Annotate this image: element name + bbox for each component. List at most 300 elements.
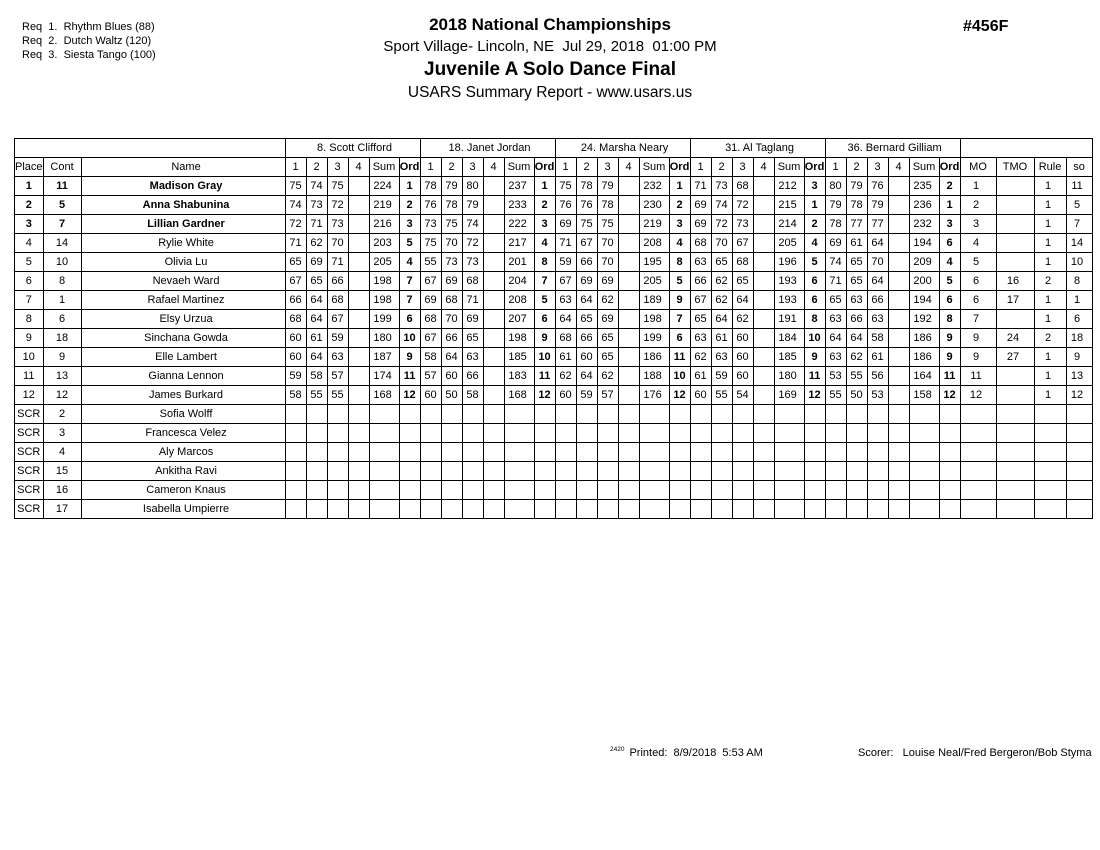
- score-cell: 63: [690, 253, 711, 272]
- score-cell: [420, 500, 441, 519]
- score-cell: [483, 386, 504, 405]
- rule-cell: [1034, 443, 1066, 462]
- score-cell: [753, 348, 774, 367]
- score-cell: [348, 329, 369, 348]
- col-header-ord: Ord: [939, 158, 960, 177]
- ordinal-cell: 4: [669, 234, 690, 253]
- col-header-tmo: TMO: [996, 158, 1034, 177]
- score-cell: [618, 310, 639, 329]
- sum-cell: 185: [774, 348, 804, 367]
- ordinal-cell: 5: [804, 253, 825, 272]
- score-cell: [597, 500, 618, 519]
- sum-cell: 222: [504, 215, 534, 234]
- score-cell: 62: [597, 291, 618, 310]
- sum-cell: [369, 424, 399, 443]
- score-cell: [753, 443, 774, 462]
- score-cell: 66: [867, 291, 888, 310]
- score-cell: 69: [306, 253, 327, 272]
- score-cell: 62: [732, 310, 753, 329]
- tmo-cell: 27: [996, 348, 1034, 367]
- score-cell: [846, 405, 867, 424]
- col-header-score: 3: [462, 158, 483, 177]
- score-cell: 79: [462, 196, 483, 215]
- score-cell: 69: [690, 215, 711, 234]
- printed-line: [610, 747, 763, 759]
- score-cell: 69: [462, 310, 483, 329]
- contestant-number-cell: 16: [43, 481, 81, 500]
- score-cell: 64: [441, 348, 462, 367]
- mo-cell: 7: [960, 310, 996, 329]
- col-header-sum: Sum: [639, 158, 669, 177]
- score-cell: [555, 443, 576, 462]
- place-cell: 5: [15, 253, 44, 272]
- so-cell: 12: [1066, 386, 1092, 405]
- sum-cell: [774, 462, 804, 481]
- sum-cell: [909, 462, 939, 481]
- ordinal-cell: 3: [534, 215, 555, 234]
- col-header-score: 1: [285, 158, 306, 177]
- score-cell: [618, 329, 639, 348]
- place-cell: SCR: [15, 405, 44, 424]
- contestant-number-cell: 9: [43, 348, 81, 367]
- score-cell: [348, 177, 369, 196]
- ordinal-cell: [399, 481, 420, 500]
- sum-cell: 193: [774, 272, 804, 291]
- place-cell: 4: [15, 234, 44, 253]
- score-cell: 64: [825, 329, 846, 348]
- place-cell: SCR: [15, 443, 44, 462]
- mo-cell: [960, 481, 996, 500]
- ordinal-cell: 10: [804, 329, 825, 348]
- score-cell: 74: [825, 253, 846, 272]
- score-cell: 59: [327, 329, 348, 348]
- ordinal-cell: 11: [939, 367, 960, 386]
- score-cell: [597, 405, 618, 424]
- event-title: Juvenile A Solo Dance Final: [424, 59, 676, 80]
- skater-name-cell: Ankitha Ravi: [81, 462, 285, 481]
- score-cell: [753, 272, 774, 291]
- col-header-score: 1: [825, 158, 846, 177]
- score-cell: [462, 462, 483, 481]
- score-cell: 60: [690, 386, 711, 405]
- contestant-number-cell: 10: [43, 253, 81, 272]
- sum-cell: 168: [369, 386, 399, 405]
- score-cell: 61: [867, 348, 888, 367]
- score-cell: [306, 424, 327, 443]
- ordinal-cell: 3: [399, 215, 420, 234]
- score-cell: 78: [441, 196, 462, 215]
- sum-cell: 158: [909, 386, 939, 405]
- ordinal-cell: [534, 443, 555, 462]
- tmo-cell: [996, 367, 1034, 386]
- sum-cell: [504, 462, 534, 481]
- score-cell: 73: [441, 253, 462, 272]
- col-header-score: 3: [327, 158, 348, 177]
- score-cell: 66: [846, 310, 867, 329]
- score-cell: [462, 405, 483, 424]
- score-cell: 71: [825, 272, 846, 291]
- sum-cell: 230: [639, 196, 669, 215]
- col-header-sum: Sum: [504, 158, 534, 177]
- score-cell: 63: [825, 348, 846, 367]
- sum-cell: 193: [774, 291, 804, 310]
- championship-title: 2018 National Championships: [429, 15, 671, 34]
- score-cell: [348, 462, 369, 481]
- rule-cell: 1: [1034, 253, 1066, 272]
- rule-cell: [1034, 481, 1066, 500]
- sum-cell: [504, 500, 534, 519]
- sum-cell: 164: [909, 367, 939, 386]
- score-cell: [483, 424, 504, 443]
- sum-cell: 205: [774, 234, 804, 253]
- printed-label: Printed: 8/9/2018 5:53 AM: [629, 747, 763, 759]
- score-cell: 78: [597, 196, 618, 215]
- skater-name-cell: Sofia Wolff: [81, 405, 285, 424]
- score-cell: [285, 405, 306, 424]
- score-cell: [483, 462, 504, 481]
- score-cell: 70: [327, 234, 348, 253]
- score-cell: [753, 215, 774, 234]
- col-header-score: 4: [483, 158, 504, 177]
- sum-cell: 189: [639, 291, 669, 310]
- sum-cell: 176: [639, 386, 669, 405]
- sum-cell: 214: [774, 215, 804, 234]
- score-cell: 62: [597, 367, 618, 386]
- contestant-number-cell: 2: [43, 405, 81, 424]
- col-header-name: Name: [81, 158, 285, 177]
- score-cell: [618, 348, 639, 367]
- sum-cell: [909, 500, 939, 519]
- score-cell: [306, 462, 327, 481]
- sum-cell: 235: [909, 177, 939, 196]
- ordinal-cell: 1: [399, 177, 420, 196]
- skater-name-cell: Isabella Umpierre: [81, 500, 285, 519]
- score-cell: 76: [867, 177, 888, 196]
- score-cell: 62: [690, 348, 711, 367]
- ordinal-cell: 9: [669, 291, 690, 310]
- ordinal-cell: [534, 405, 555, 424]
- score-cell: 65: [462, 329, 483, 348]
- score-cell: [576, 424, 597, 443]
- score-cell: [711, 424, 732, 443]
- score-cell: 55: [420, 253, 441, 272]
- score-cell: [888, 367, 909, 386]
- skater-name-cell: Sinchana Gowda: [81, 329, 285, 348]
- ordinal-cell: 8: [669, 253, 690, 272]
- score-cell: [597, 462, 618, 481]
- score-cell: [753, 196, 774, 215]
- judge-name: 31. Al Taglang: [690, 139, 825, 158]
- ordinal-cell: 7: [534, 272, 555, 291]
- score-cell: [825, 500, 846, 519]
- score-cell: [348, 367, 369, 386]
- ordinal-cell: [399, 462, 420, 481]
- score-cell: 62: [306, 234, 327, 253]
- score-cell: 68: [327, 291, 348, 310]
- sum-cell: [774, 405, 804, 424]
- score-cell: [753, 386, 774, 405]
- sum-cell: [909, 405, 939, 424]
- score-cell: 62: [846, 348, 867, 367]
- score-cell: [420, 481, 441, 500]
- score-cell: 60: [732, 329, 753, 348]
- score-cell: 64: [576, 367, 597, 386]
- score-cell: [441, 500, 462, 519]
- sum-cell: 188: [639, 367, 669, 386]
- score-cell: 71: [306, 215, 327, 234]
- score-cell: 53: [867, 386, 888, 405]
- score-cell: [753, 367, 774, 386]
- tmo-cell: [996, 310, 1034, 329]
- score-cell: 79: [825, 196, 846, 215]
- ordinal-cell: 6: [804, 272, 825, 291]
- score-cell: [846, 424, 867, 443]
- col-header-score: 2: [846, 158, 867, 177]
- score-cell: [441, 462, 462, 481]
- score-cell: [867, 462, 888, 481]
- score-cell: [888, 291, 909, 310]
- score-cell: 54: [732, 386, 753, 405]
- tmo-cell: [996, 462, 1034, 481]
- skater-name-cell: Madison Gray: [81, 177, 285, 196]
- sum-cell: [774, 500, 804, 519]
- score-cell: 73: [711, 177, 732, 196]
- mo-cell: 1: [960, 177, 996, 196]
- col-header-so: so: [1066, 158, 1092, 177]
- score-cell: 65: [846, 272, 867, 291]
- score-cell: [327, 443, 348, 462]
- score-cell: [285, 443, 306, 462]
- sum-cell: 198: [504, 329, 534, 348]
- tmo-cell: [996, 405, 1034, 424]
- score-cell: 64: [867, 234, 888, 253]
- score-cell: 62: [711, 291, 732, 310]
- score-cell: [753, 310, 774, 329]
- score-cell: [597, 481, 618, 500]
- score-cell: [825, 443, 846, 462]
- score-cell: 55: [327, 386, 348, 405]
- ordinal-cell: 6: [939, 234, 960, 253]
- score-cell: [483, 177, 504, 196]
- score-cell: 72: [462, 234, 483, 253]
- ordinal-cell: [804, 424, 825, 443]
- score-cell: [483, 196, 504, 215]
- ordinal-cell: 4: [939, 253, 960, 272]
- sum-cell: [369, 500, 399, 519]
- score-cell: 63: [846, 291, 867, 310]
- score-cell: [483, 291, 504, 310]
- sum-cell: 232: [639, 177, 669, 196]
- score-cell: [420, 462, 441, 481]
- score-cell: [348, 291, 369, 310]
- score-cell: 78: [846, 196, 867, 215]
- place-cell: 8: [15, 310, 44, 329]
- score-cell: [618, 367, 639, 386]
- ordinal-cell: 8: [534, 253, 555, 272]
- score-cell: 70: [441, 234, 462, 253]
- so-cell: [1066, 481, 1092, 500]
- score-cell: 63: [825, 310, 846, 329]
- score-cell: [825, 481, 846, 500]
- score-cell: 73: [462, 253, 483, 272]
- ordinal-cell: [939, 405, 960, 424]
- sum-cell: 215: [774, 196, 804, 215]
- score-cell: 65: [825, 291, 846, 310]
- place-cell: SCR: [15, 462, 44, 481]
- ordinal-cell: 7: [669, 310, 690, 329]
- score-cell: [732, 481, 753, 500]
- mo-cell: [960, 405, 996, 424]
- sum-cell: 208: [639, 234, 669, 253]
- score-cell: [888, 348, 909, 367]
- so-cell: [1066, 405, 1092, 424]
- mo-cell: 2: [960, 196, 996, 215]
- so-cell: 6: [1066, 310, 1092, 329]
- score-cell: 78: [825, 215, 846, 234]
- sum-cell: [504, 443, 534, 462]
- score-cell: 61: [555, 348, 576, 367]
- col-header-score: 4: [888, 158, 909, 177]
- contestant-number-cell: 15: [43, 462, 81, 481]
- score-cell: 59: [576, 386, 597, 405]
- ordinal-cell: [669, 500, 690, 519]
- rule-cell: [1034, 405, 1066, 424]
- place-cell: 1: [15, 177, 44, 196]
- score-cell: [888, 462, 909, 481]
- ordinal-cell: [804, 500, 825, 519]
- ordinal-cell: 6: [939, 291, 960, 310]
- mo-cell: 5: [960, 253, 996, 272]
- ordinal-cell: 8: [939, 310, 960, 329]
- score-cell: [888, 177, 909, 196]
- score-cell: [348, 215, 369, 234]
- so-cell: 10: [1066, 253, 1092, 272]
- ordinal-cell: 6: [534, 310, 555, 329]
- score-cell: [348, 253, 369, 272]
- score-cell: [618, 234, 639, 253]
- score-cell: [753, 481, 774, 500]
- score-cell: [867, 500, 888, 519]
- ordinal-cell: 10: [399, 329, 420, 348]
- score-cell: 68: [441, 291, 462, 310]
- score-cell: [690, 481, 711, 500]
- col-header-place: Place: [15, 158, 44, 177]
- score-cell: 69: [441, 272, 462, 291]
- score-cell: 77: [846, 215, 867, 234]
- contestant-number-cell: 7: [43, 215, 81, 234]
- score-cell: 61: [690, 367, 711, 386]
- score-cell: 66: [327, 272, 348, 291]
- scorer-line: Scorer: Louise Neal/Fred Bergeron/Bob Styma: [858, 747, 1092, 759]
- tmo-cell: [996, 234, 1034, 253]
- sum-cell: [504, 481, 534, 500]
- score-cell: 69: [576, 272, 597, 291]
- score-cell: [690, 424, 711, 443]
- sum-cell: 184: [774, 329, 804, 348]
- sum-cell: 191: [774, 310, 804, 329]
- score-cell: [483, 405, 504, 424]
- score-cell: 65: [711, 253, 732, 272]
- score-cell: 64: [711, 310, 732, 329]
- col-header-score: 3: [597, 158, 618, 177]
- score-cell: [753, 234, 774, 253]
- ordinal-cell: 2: [399, 196, 420, 215]
- score-cell: [846, 462, 867, 481]
- score-cell: 75: [555, 177, 576, 196]
- so-cell: 18: [1066, 329, 1092, 348]
- sum-cell: [639, 462, 669, 481]
- score-cell: [348, 405, 369, 424]
- ordinal-cell: [669, 424, 690, 443]
- score-cell: [753, 253, 774, 272]
- col-header-score: 2: [576, 158, 597, 177]
- ordinal-cell: [534, 424, 555, 443]
- rule-cell: 1: [1034, 348, 1066, 367]
- rule-cell: 2: [1034, 272, 1066, 291]
- ordinal-cell: [669, 443, 690, 462]
- score-cell: 79: [846, 177, 867, 196]
- score-cell: [555, 462, 576, 481]
- place-cell: 7: [15, 291, 44, 310]
- score-cell: 79: [441, 177, 462, 196]
- ordinal-cell: 9: [939, 329, 960, 348]
- sum-cell: 169: [774, 386, 804, 405]
- score-cell: 65: [576, 310, 597, 329]
- score-cell: 68: [555, 329, 576, 348]
- score-cell: 61: [846, 234, 867, 253]
- score-cell: [618, 500, 639, 519]
- mo-cell: 6: [960, 272, 996, 291]
- contestant-number-cell: 12: [43, 386, 81, 405]
- score-cell: 55: [846, 367, 867, 386]
- col-header-score: 4: [618, 158, 639, 177]
- event-number: #456F: [963, 18, 1009, 35]
- ordinal-cell: 6: [669, 329, 690, 348]
- score-cell: [483, 348, 504, 367]
- rule-cell: [1034, 424, 1066, 443]
- score-cell: [618, 177, 639, 196]
- score-cell: 66: [690, 272, 711, 291]
- sum-cell: 185: [504, 348, 534, 367]
- ordinal-cell: [804, 462, 825, 481]
- report-header: [0, 14, 1100, 104]
- ordinal-cell: 9: [804, 348, 825, 367]
- score-cell: 59: [285, 367, 306, 386]
- score-cell: 65: [846, 253, 867, 272]
- score-cell: 66: [462, 367, 483, 386]
- score-cell: 69: [555, 215, 576, 234]
- so-cell: 11: [1066, 177, 1092, 196]
- ordinal-cell: 12: [939, 386, 960, 405]
- score-cell: [462, 424, 483, 443]
- contestant-number-cell: 6: [43, 310, 81, 329]
- tmo-cell: [996, 424, 1034, 443]
- mo-cell: 9: [960, 348, 996, 367]
- score-cell: [576, 500, 597, 519]
- score-cell: 64: [846, 329, 867, 348]
- score-cell: 67: [732, 234, 753, 253]
- sum-cell: 200: [909, 272, 939, 291]
- sum-cell: 219: [639, 215, 669, 234]
- score-cell: [327, 405, 348, 424]
- score-cell: 70: [597, 253, 618, 272]
- sum-cell: 212: [774, 177, 804, 196]
- score-cell: [732, 405, 753, 424]
- contestant-number-cell: 11: [43, 177, 81, 196]
- tmo-cell: 16: [996, 272, 1034, 291]
- score-cell: 63: [690, 329, 711, 348]
- ordinal-cell: 11: [669, 348, 690, 367]
